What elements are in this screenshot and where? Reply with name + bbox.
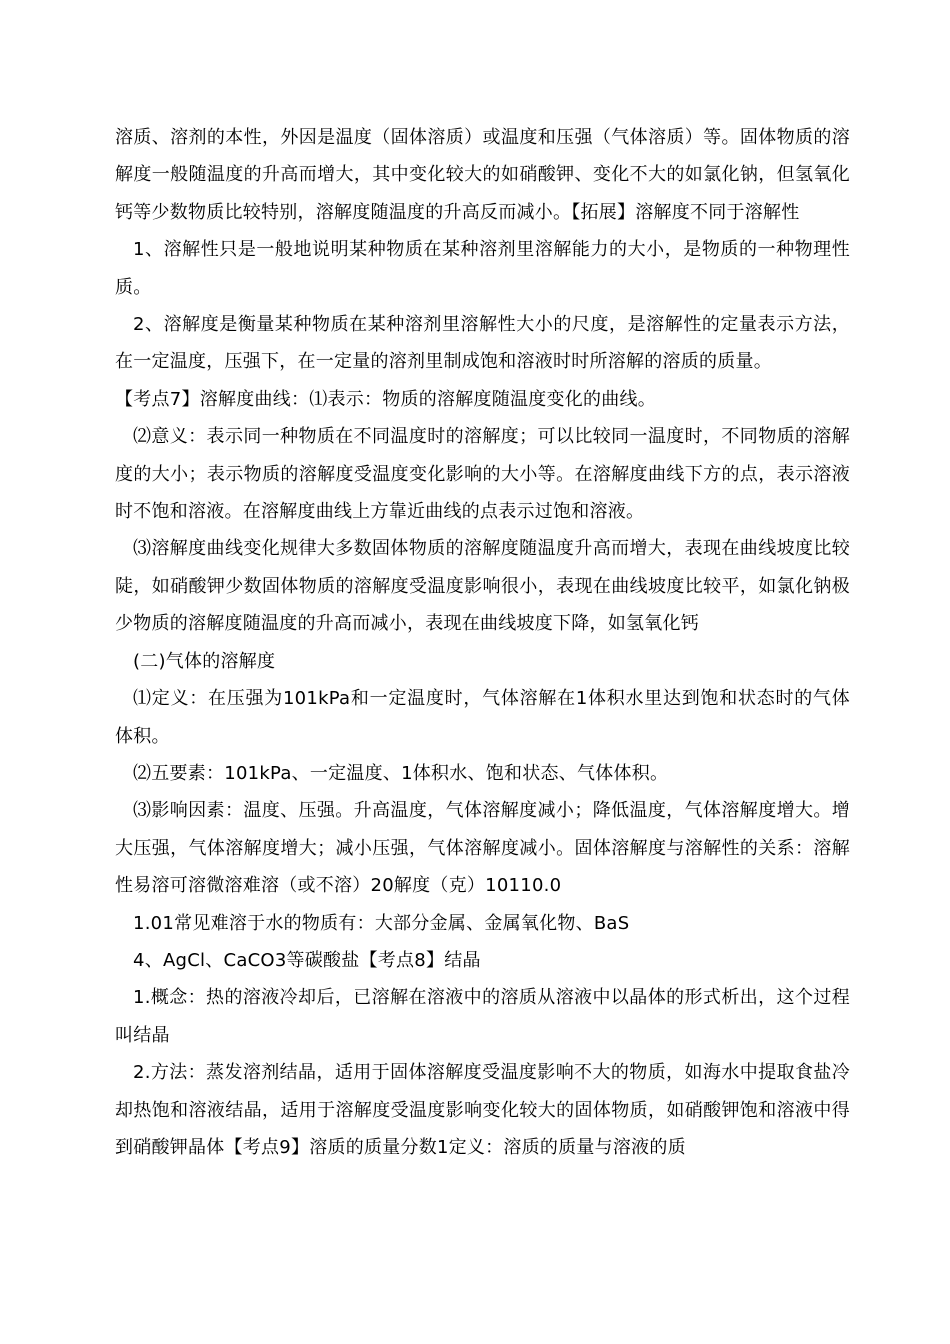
paragraph-solubility-property: 1、溶解性只是一般地说明某种物质在某种溶剂里溶解能力的大小，是物质的一种物理性质。 — [115, 239, 850, 298]
paragraph-gas-solubility-heading: (二)气体的溶解度 — [133, 650, 276, 672]
paragraph-topic-7-curve: 【考点7】溶解度曲线：⑴表示：物质的溶解度随温度变化的曲线。 — [115, 388, 656, 410]
paragraph-curve-meaning: ⑵意义：表示同一种物质在不同温度时的溶解度；可以比较同一温度时，不同物质的溶解度的大小；表示物质的溶解度受温度变化影响的大小等。在溶解度曲线下方的点，表示溶液时不饱和溶液。在溶解度曲线上方靠近曲线的点表示过饱和溶液。 — [115, 426, 850, 523]
paragraph-crystallization-methods: 2.方法：蒸发溶剂结晶，适用于固体溶解度受温度影响不大的物质，如海水中提取食盐冷却热饱和溶液结晶，适用于溶解度受温度影响变化较大的固体物质，如硝酸钾饱和溶液中得到硝酸钾晶体【考点9】溶质的质量分数1定义：溶质的质量与溶液的质 — [115, 1062, 850, 1158]
paragraph-influencing-factors: ⑶影响因素：温度、压强。升高温度，气体溶解度减小；降低温度，气体溶解度增大。增大压强，气体溶解度增大；减小压强，气体溶解度减小。固体溶解度与溶解性的关系：溶解性易溶可溶微溶难溶（或不溶）20解度（克）10110.0 — [115, 800, 850, 897]
paragraph-topic-8-crystallization: 4、AgCl、CaCO3等碳酸盐【考点8】结晶 — [133, 949, 481, 971]
document-page — [115, 119, 850, 1166]
paragraph-solubility-measure: 2、溶解度是衡量某种物质在某种溶剂里溶解性大小的尺度，是溶解性的定量表示方法，在一定温度，压强下，在一定量的溶剂里制成饱和溶液时时所溶解的溶质的质量。 — [115, 314, 850, 373]
paragraph-five-elements: ⑵五要素：101kPa、一定温度、1体积水、饱和状态、气体体积。 — [133, 762, 669, 784]
paragraph-crystallization-concept: 1.概念：热的溶液冷却后，已溶解在溶液中的溶质从溶液中以晶体的形式析出，这个过程叫结晶 — [115, 987, 850, 1046]
paragraph-solubility-factors: 溶质、溶剂的本性，外因是温度（固体溶质）或温度和压强（气体溶质）等。固体物质的溶解度一般随温度的升高而增大，其中变化较大的如硝酸钾、变化不大的如氯化钠，但氢氧化钙等少数物质比较特别，溶解度随温度的升高反而减小。【拓展】溶解度不同于溶解性 — [115, 127, 850, 223]
paragraph-curve-rules: ⑶溶解度曲线变化规律大多数固体物质的溶解度随温度升高而增大，表现在曲线坡度比较陡，如硝酸钾少数固体物质的溶解度受温度影响很小，表现在曲线坡度比较平，如氯化钠极少物质的溶解度随温度的升高而减小，表现在曲线坡度下降，如氢氧化钙 — [115, 538, 850, 635]
paragraph-gas-definition: ⑴定义：在压强为101kPa和一定温度时，气体溶解在1体积水里达到饱和状态时的气体体积。 — [115, 688, 850, 747]
paragraph-insoluble-substances: 1.01常见难溶于水的物质有：大部分金属、金属氧化物、BaS — [133, 912, 630, 934]
